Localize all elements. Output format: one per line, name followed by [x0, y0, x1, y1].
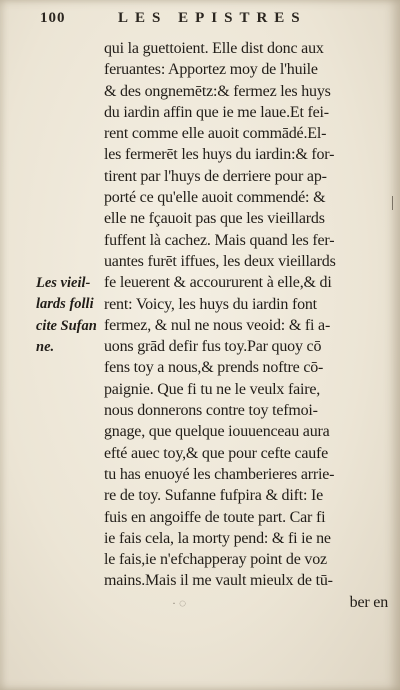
margin-note-line: lards folli — [36, 296, 94, 313]
text-line: nous donnerons contre toy tefmoi- — [104, 402, 318, 420]
text-line: rent comme elle auoit commādé.El- — [104, 125, 327, 143]
text-line: feruantes: Apportez moy de l'huile — [104, 61, 318, 79]
text-line: rent: Voicy, les huys du iardin font — [104, 295, 317, 313]
text-line: paignie. Que fi tu ne le veulx faire, — [104, 380, 321, 398]
page-header — [0, 8, 400, 34]
text-line: elle ne fçauoit pas que les vieillards — [104, 210, 325, 228]
text-line: fermez, & nul ne nous veoid: & fi a- — [104, 316, 331, 334]
text-line: mains.Mais il me vault mieulx de tū- — [104, 572, 333, 590]
text-line: fens toy a nous,& prends noftre cō- — [104, 359, 324, 377]
margin-note-line: cite Sufan — [36, 317, 97, 334]
text-line: qui la guettoient. Elle dist donc aux — [104, 40, 324, 57]
margin-note-line: ne. — [36, 338, 55, 355]
text-line-final: ber en — [349, 593, 388, 611]
text-line: gnage, que quelque iouuenceau aura — [104, 423, 330, 441]
page-number: 100 — [40, 10, 66, 26]
text-line: & des ongnemētz:& fermez les huys — [104, 82, 331, 100]
ink-ornament: · ◌ — [172, 596, 187, 610]
text-line: porté ce qu'elle auoit commendé: & — [104, 189, 326, 207]
text-line: du iardin affin que ie me laue.Et fei- — [104, 103, 329, 121]
margin-note-line: Les vieil- — [36, 275, 91, 291]
page-edge-mark — [392, 196, 393, 210]
text-line: ie fais cela, la morty pend: & fi ie ne — [104, 529, 331, 547]
text-line: fe leuerent & accoururent à elle,& di — [104, 274, 332, 292]
text-line: uons grād defir fus toy.Par quoy cō — [104, 338, 322, 356]
margin-note — [36, 273, 108, 358]
text-line: re de toy. Sufanne fufpira & dift: Ie — [104, 487, 324, 505]
text-line: fuis en angoiffe de toute part. Car fi — [104, 508, 326, 526]
text-line: tirent par l'huys de derriere pour ap- — [104, 167, 327, 185]
text-line: efté auec toy,& que pour cefte caufe — [104, 444, 329, 462]
text-line: les fermerēt les huys du iardin:& for- — [104, 146, 335, 164]
text-line: uantes furēt iffues, les deux vieillards — [104, 252, 336, 270]
body-text — [104, 38, 396, 613]
text-line: le fais,ie n'efchapperay point de voz — [104, 551, 327, 569]
text-line: tu has enuoyé les chamberieres arrie- — [104, 465, 335, 483]
running-title: LES EPISTRES — [118, 10, 307, 26]
text-line: fuffent là cachez. Mais quand les fer- — [104, 231, 335, 249]
